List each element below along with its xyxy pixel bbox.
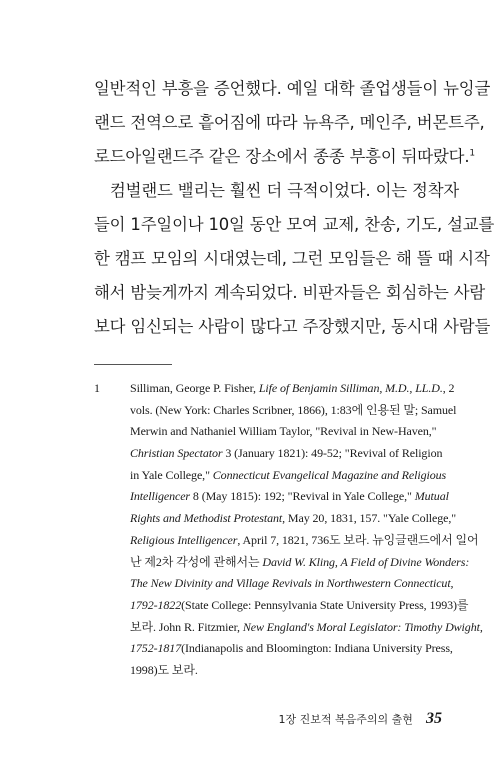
body-line: 한 캠프 모임의 시대였는데, 그런 모임들은 해 뜰 때 시작: [94, 249, 490, 268]
footnote-segment: , April 7, 1821, 736도 보라. 뉴잉글랜드에서 일어: [237, 532, 479, 547]
footnote-line: [130, 400, 457, 422]
footnote-line: [130, 638, 453, 660]
footnote-line: [130, 421, 442, 443]
body-line: 일반적인 부흥을 증언했다. 예일 대학 졸업생들이 뉴잉글: [94, 79, 491, 98]
footnote-italic-segment: Mutual: [414, 489, 449, 504]
body-line: 로드아일랜드주 같은 장소에서 종종 부흥이 뒤따랐다.$^1$: [94, 147, 475, 166]
body-line: 들이 1주일이나 10일 동안 모여 교제, 찬송, 기도, 설교를: [94, 215, 495, 234]
footnote-line: [130, 573, 454, 595]
footnote-line: [130, 660, 442, 682]
footnote-segment: 3 (January 1821): 49-52; "Revival of Religion: [222, 446, 443, 461]
footnote-segment: (State College: Pennsylvania State University Press, 1993)를: [181, 597, 469, 612]
footnote-italic-segment: Rights and Methodist Protestant: [130, 511, 283, 526]
footnote-italic-segment: 1792-1822: [130, 597, 182, 612]
chapter-label: 1장 진보적 복음주의의 출현: [278, 713, 413, 726]
footnote-italic-segment: Life of Benjamin Silliman, M.D., LL.D.: [258, 381, 443, 395]
footnote-line: [130, 378, 455, 400]
footnote-segment: vols. (New York: Charles Scribner, 1866), 1:83에 인용된 말; Samuel: [130, 402, 457, 417]
footnote-italic-segment: 1752-1817: [130, 641, 182, 656]
footnote-line: [130, 443, 442, 465]
footnote-segment: , 2: [442, 381, 455, 395]
body-line: 해서 밤늦게까지 계속되었다. 비판자들은 회심하는 사람: [94, 283, 486, 302]
footnote-line: [130, 530, 479, 552]
footnote-text: [130, 378, 483, 682]
footnote-segment: in Yale College,": [130, 467, 213, 482]
footnote-divider: [94, 364, 172, 365]
footnote-segment: (Indianapolis and Bloomington: Indiana University Press,: [181, 641, 453, 656]
footnote-italic-segment: Intelligencer: [130, 489, 191, 504]
footnote-italic-segment: David W. Kling, A Field of Divine Wonders:: [262, 554, 470, 569]
footnote-segment: 1998)도 보라.: [130, 662, 198, 677]
footnote-line: [130, 595, 469, 617]
body-line: 컴벌랜드 밸리는 훨씬 더 극적이었다. 이는 정착자: [110, 181, 460, 200]
page-number: 35: [426, 710, 442, 727]
footnote-line: [130, 486, 449, 508]
body-paragraphs: [94, 72, 495, 344]
footnote-line: [130, 508, 457, 530]
footnote-segment: 난 제2차 각성에 관해서는: [130, 554, 263, 569]
footnote-line: [130, 617, 483, 639]
footnote-line: [130, 552, 470, 574]
footnote-segment: 8 (May 1815): 192; "Revival in Yale College,": [190, 489, 415, 504]
body-line: 랜드 전역으로 흩어짐에 따라 뉴욕주, 메인주, 버몬트주,: [94, 113, 485, 132]
body-line: 보다 임신되는 사람이 많다고 주장했지만, 동시대 사람들: [94, 317, 491, 336]
footnote-italic-segment: Religious Intelligencer: [130, 532, 238, 547]
footnote-italic-segment: New England's Moral Legislator: Timothy Dwight,: [242, 619, 483, 634]
footnote-number: 1: [94, 381, 100, 395]
footnote-italic-segment: Connecticut Evangelical Magazine and Religious: [212, 467, 447, 482]
footnote-segment: , May 20, 1831, 157. "Yale College,": [282, 511, 457, 526]
footnote-segment: Merwin and Nathaniel William Taylor, "Revival in New-Haven,": [130, 424, 437, 439]
running-footer: [279, 708, 442, 728]
footnote-segment: 보라. John R. Fitzmier,: [130, 619, 243, 634]
footnote-line: [130, 465, 447, 487]
footnote-italic-segment: Christian Spectator: [130, 446, 223, 461]
footnote-italic-segment: The New Divinity and Village Revivals in Northwestern Connecticut,: [130, 576, 454, 591]
footnote-reference[interactable]: 1: [469, 148, 475, 159]
footnote-segment: Silliman, George P. Fisher,: [130, 381, 259, 395]
